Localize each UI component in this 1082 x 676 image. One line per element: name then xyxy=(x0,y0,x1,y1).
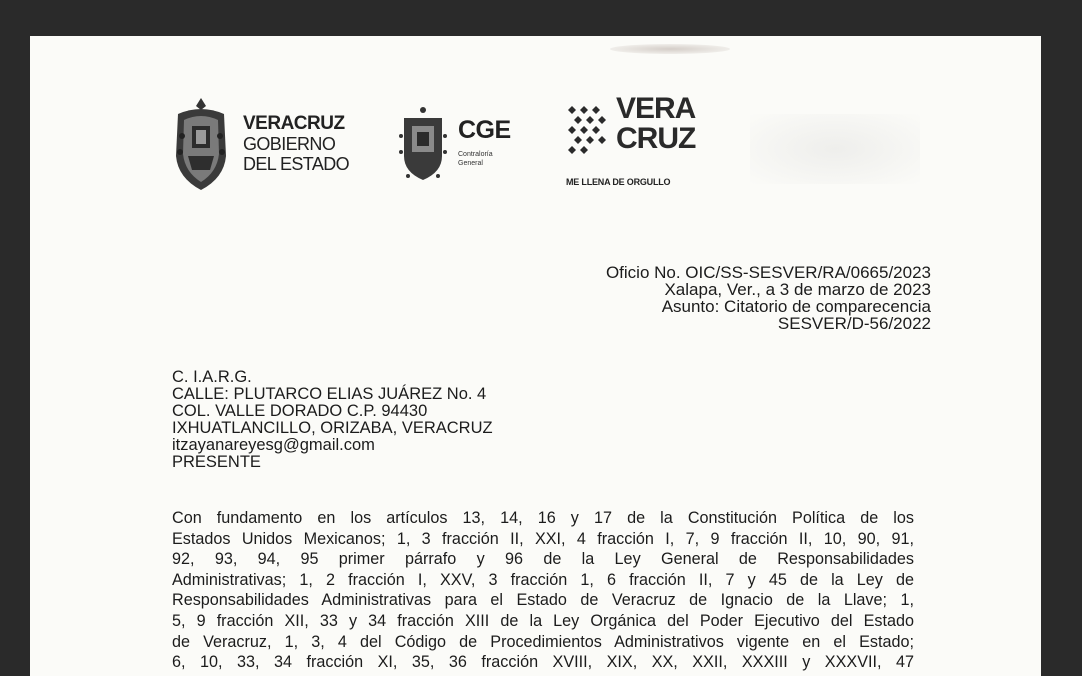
body-line: Administrativas; 1, 2 fracción I, XXV, 3 fracción 1, 6 fracción II, 7 y 45 de la Ley de xyxy=(172,570,914,589)
recipient-email: itzayanareyesg@gmail.com xyxy=(172,436,375,454)
cge-shield-icon xyxy=(398,106,448,182)
recipient-presente: PRESENTE xyxy=(172,453,261,471)
recipient-street: CALLE: PLUTARCO ELIAS JUÁREZ No. 4 xyxy=(172,385,487,403)
cge-subtitle: Contraloría General xyxy=(458,151,493,167)
body-line: Responsabilidades Administrativas para el Estado de Veracruz de Ignacio de la Llave; 1, xyxy=(172,591,914,610)
recipient-address xyxy=(172,369,493,471)
bleed-through xyxy=(750,114,920,184)
diamond-pattern-icon xyxy=(566,104,610,154)
file-number: SESVER/D-56/2022 xyxy=(777,314,931,333)
paper-smudge xyxy=(610,44,730,54)
recipient-city: IXHUATLANCILLO, ORIZABA, VERACRUZ xyxy=(172,419,493,437)
body-line: 5, 9 fracción XII, 33 y 34 fracción XIII de la Ley Orgánica del Poder Ejecutivo del Estado xyxy=(172,611,914,630)
place-date: Xalapa, Ver., a 3 de marzo de 2023 xyxy=(664,280,931,299)
body-line: Estados Unidos Mexicanos; 1, 3 fracción II, XXI, 4 fracción I, 7, 9 fracción II, 10, 90, 91, xyxy=(172,529,914,548)
document-page xyxy=(30,36,1041,676)
body-line: Con fundamento en los artículos 13, 14, 16 y 17 de la Constitución Política de los xyxy=(172,509,914,527)
coat-of-arms-icon xyxy=(170,96,232,192)
oficio-number: Oficio No. OIC/SS-SESVER/RA/0665/2023 xyxy=(605,263,931,282)
logo-line-2: GOBIERNO xyxy=(243,134,336,154)
body-line: 6, 10, 33, 34 fracción XI, 35, 36 fracción XVIII, XIX, XX, XXII, XXXIII y XXXVII, 47 xyxy=(172,653,914,672)
body-line: de Veracruz, 1, 3, 4 del Código de Procedimientos Administrativos vigente en el Estado; xyxy=(172,632,914,651)
cge-title: CGE xyxy=(458,116,511,144)
subject: Asunto: Citatorio de comparecencia xyxy=(661,297,931,316)
body-line: 92, 93, 94, 95 primer párrafo y 96 de la Ley General de Responsabilidades xyxy=(172,550,914,569)
oficio-header xyxy=(606,264,931,332)
recipient-colonia: COL. VALLE DORADO C.P. 94430 xyxy=(172,402,428,420)
cge-logo xyxy=(398,106,548,186)
logo-line-3: DEL ESTADO xyxy=(243,154,350,174)
veracruz-brand-logo xyxy=(566,94,706,194)
brand-word xyxy=(616,94,695,154)
recipient-name: C. I.A.R.G. xyxy=(172,368,252,386)
brand-word-top: VERA xyxy=(616,92,696,125)
brand-word-bottom: CRUZ xyxy=(616,122,696,155)
body-paragraph xyxy=(172,508,914,673)
brand-tagline: ME LLENA DE ORGULLO xyxy=(566,177,671,187)
veracruz-gobierno-logo xyxy=(170,96,370,196)
logo-line-1: VERACRUZ xyxy=(243,113,345,134)
